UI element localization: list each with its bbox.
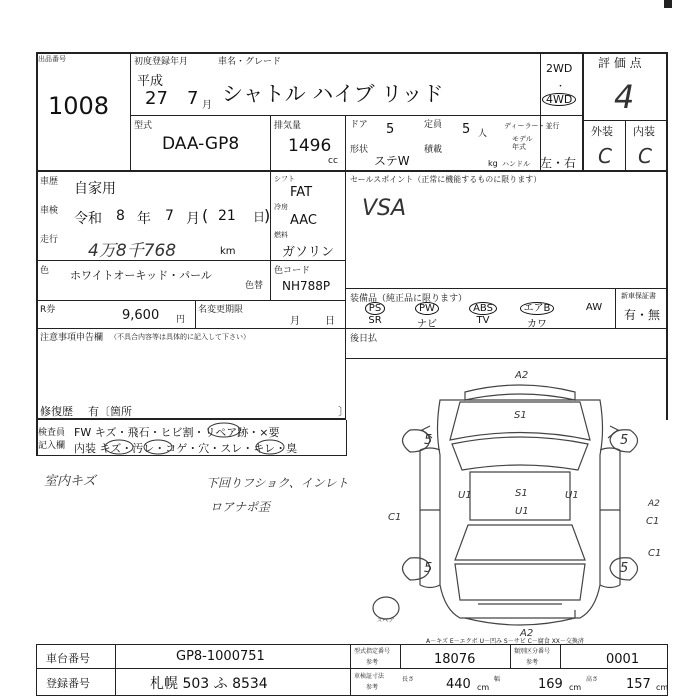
handwritten-remark1: 下回りフショク、インレト [206,476,349,490]
inspector-label-1: 検査員 [38,428,66,438]
type-designation-sub: 参考 [366,659,379,666]
doors-label: ドア [350,120,368,130]
inspection-month: 7 [165,208,174,224]
displacement-label: 排気量 [274,121,302,131]
mileage-unit: km [220,246,236,257]
color-change-label: 色替 [245,281,264,291]
shift-value: FAT [290,185,313,200]
category-number-label: 類別区分番号 [514,648,551,655]
repair-history-close: 〕 [338,405,349,418]
lot-label: 出品番号 [38,55,66,63]
equipment-airbag [514,302,560,330]
body-shape-label: 形状 [350,145,369,155]
length-unit: cm [477,683,490,692]
equipment-label: 装備品（純正品に限ります） [350,294,468,304]
mark-top: A2 [515,370,529,381]
capacity-value: 5 [462,122,471,137]
handwritten-interior: 室内キズ [44,474,96,489]
height-value: 157 [626,677,651,692]
mileage-label: 走行 [40,235,59,245]
sales-point-label: セールスポイント（正常に機能するものに限ります） [350,175,542,184]
name-change-month: 月 [290,316,300,327]
circle-sure [256,440,284,454]
equipment-list [352,302,614,328]
dimensions-label: 車検証寸法 [354,673,385,680]
inspector-row1: FW キズ・飛石・ヒビ割・リペア跡・×要 [74,426,280,439]
equipment-abs-bottom: TV [476,315,490,326]
sales-point-value: VSA [362,196,407,221]
dimensions-sub: 参考 [366,684,379,691]
chassis-label: 車台番号 [46,652,90,665]
repair-history-value: 有〔箇所 [88,405,132,418]
registration-month-unit: 月 [202,100,212,111]
equipment-ps-bottom: SR [368,315,382,326]
displacement-unit: cc [328,156,338,166]
equipment-abs-top: ABS [469,302,497,315]
fuel-value: ガソリン [282,245,335,260]
after-fit-label: 後日払 [350,334,378,344]
color-code-value: NH788P [282,279,331,293]
mark-right-side-c: C1 [646,516,660,527]
inspector-label-2: 記入欄 [38,441,66,451]
color-code-label: 色コード [274,266,311,276]
damage-marks [376,370,661,639]
load-label: 積載 [424,145,443,155]
inspection-year-unit: 年 [137,211,151,227]
width-unit: cm [569,683,582,692]
equipment-pw-bottom: ナビ [417,319,437,330]
circle-tobi [208,423,240,437]
mark-front-left-wheel: 5 [424,433,433,448]
mark-left-side: C1 [388,512,402,523]
aircon-label: 冷房 [274,203,288,211]
recycle-unit: 円 [176,315,186,325]
handle-label: ハンドル [502,160,530,168]
registration-month: 7 [187,88,199,109]
mileage-value: 4万8千768 [88,241,177,261]
notes-hint: （不具合内容等は具体的に記入して下さい） [110,333,250,341]
type-designation-value: 18076 [434,652,476,667]
score-label: 評 価 点 [598,56,642,70]
inspection-label: 車検 [40,206,59,216]
warranty-value: 有・無 [624,308,661,322]
equipment-ps [352,302,398,326]
displacement-value: 1496 [288,136,332,156]
history-value: 自家用 [74,181,116,197]
height-label: 高さ [586,676,599,683]
equipment-airbag-top: エアB [520,302,555,315]
length-label: 長さ [402,676,415,683]
doors-value: 5 [386,122,395,137]
car-outline [420,385,620,625]
mark-bottom: A2 [520,628,534,639]
history-label: 車歴 [40,177,59,187]
recycle-value: 9,600 [122,308,160,323]
score-value: 4 [614,78,635,116]
category-number-value: 0001 [606,652,640,667]
equipment-pw [404,302,450,330]
plate-value: 札幌 503 ふ 8534 [150,676,268,692]
mark-center-bottom: U1 [515,506,529,517]
name-change-label: 名変更期限 [198,305,244,315]
registration-year: 27 [145,88,168,109]
car-name-label: 車名・グレード [218,57,282,67]
handle-value: 左・右 [540,156,577,170]
notes-label: 注意事項申告欄 [40,333,104,343]
type-designation-label: 型式指定番号 [354,648,391,655]
width-value: 169 [538,677,563,692]
inspector-row2: 内装 キズ・汚レ・コゲ・穴・スレ・キレ・臭 [74,442,298,455]
interior-label: 内装 [633,125,655,138]
mark-right-rear: C1 [648,548,662,559]
drive-2wd: 2WD [546,62,573,75]
mark-rear-left-wheel: 5 [424,561,433,576]
mark-right-side-a: A2 [648,499,660,509]
circle-kizu [105,440,133,454]
registration-label: 初度登録年月 [134,57,189,67]
car-damage-diagram [376,360,670,644]
height-unit: cm [656,683,669,692]
length-value: 440 [446,677,471,692]
drive-4wd [542,93,576,106]
fuel-label: 燃料 [274,231,288,239]
capacity-label: 定員 [424,120,443,130]
drive-dot: ・ [556,82,566,92]
load-unit: kg [488,159,498,168]
equipment-ps-top: PS [365,302,385,315]
aircon-value: AAC [290,213,317,228]
inspector-circles [74,418,346,456]
model-value: DAA-GP8 [162,134,240,154]
equipment-aw [574,302,614,313]
inspection-day: 21 [218,208,236,224]
handwritten-remark2: ロアナポ歪 [210,500,271,514]
exterior-value: C [598,144,612,168]
equipment-abs [458,302,508,326]
color-value: ホワイトオーキッド・パール [70,269,212,282]
shift-label: シフト [274,175,295,183]
damage-legend: A－キズ E－エクボ U－凹み S－サビ C－腐食 XX－交換済 [426,638,584,645]
registration-era: 平成 [137,74,164,89]
inspection-year: 8 [116,208,125,224]
warranty-label: 新車保証書 [621,292,656,300]
body-shape-value: ステW [374,154,410,168]
mark-left-door: U1 [458,490,472,501]
spare-tire [373,597,399,619]
lot-number: 1008 [48,92,110,120]
category-number-sub: 参考 [526,659,539,666]
color-label: 色 [40,266,50,276]
repair-history-label: 修復歴 [40,405,73,418]
model-label: 型式 [134,121,153,131]
equipment-airbag-bottom: カワ [527,319,547,330]
mark-rear-right-wheel: 5 [620,561,629,576]
mark-spare: スペア [376,617,395,624]
name-change-day: 日 [325,316,335,327]
dealer-label: ディーラー・並行 [504,122,560,130]
inspection-era: 令和 [74,211,102,227]
exterior-label: 外装 [591,125,613,138]
width-label: 幅 [494,676,501,683]
equipment-pw-top: PW [415,302,439,315]
capacity-unit: 人 [478,129,488,139]
mark-front-right-wheel: 5 [620,433,629,448]
circle-yogore [144,440,172,454]
drive-4wd-circle: 4WD [542,93,576,106]
mark-hood: S1 [514,410,527,421]
inspection-day-close: ) [264,206,271,225]
inspection-day-open: ( [202,206,209,225]
recycle-label: R券 [40,305,56,315]
plate-label: 登録番号 [46,677,90,690]
equipment-aw-top: AW [585,302,603,313]
car-name-value: シャトル ハイブ リッド [222,82,444,106]
chassis-value: GP8-1000751 [176,649,265,664]
inspection-month-unit: 月 [186,211,200,227]
interior-value: C [638,144,652,168]
mark-right-door: U1 [565,490,579,501]
model-year-label: モデル 年式 [512,135,533,151]
inspection-day-unit: 日 [253,210,266,224]
mark-center-top: S1 [515,488,528,499]
